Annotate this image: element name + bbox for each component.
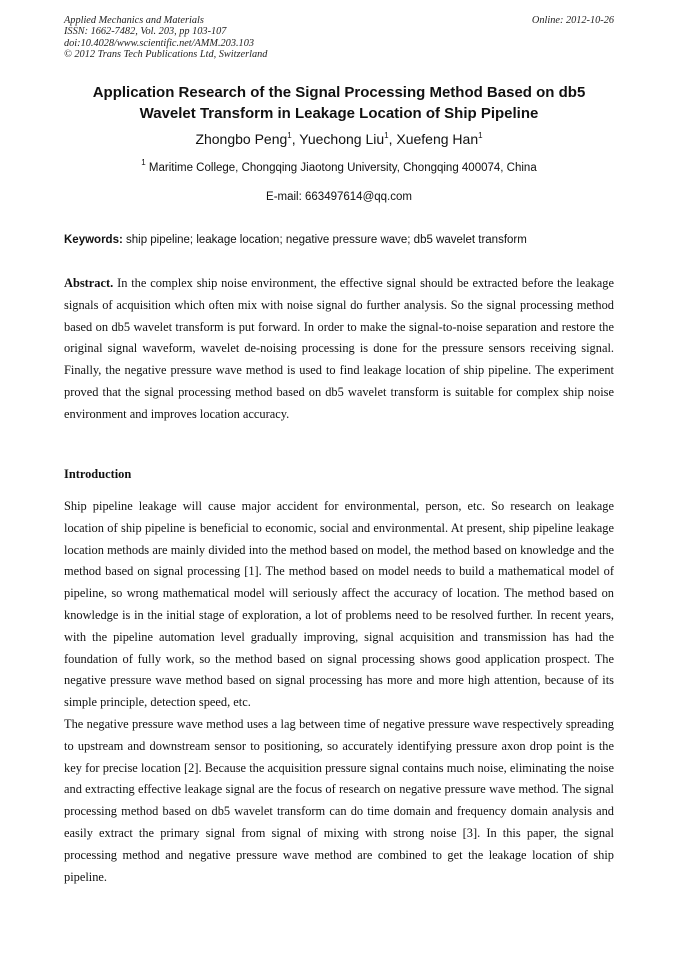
abstract-text: In the complex ship noise environment, the effective signal should be extracted before the leakage signals of acquisition which often mix with noise signal do further analysis. So the signal processing method based on db5 wavelet transform is put forward. In order to make the signal-to-noise separation and restore the original signal waveform, wavelet de-noising processing is done for the pressure sensors receiving signal. Finally, the negative pressure wave method is used to find leakage location of ship pipeline. The experiment proved that the signal processing method based on db5 wavelet transform is suitable for complex ship noise environment and improves location accuracy. bbox=[64, 276, 614, 421]
issn-line: ISSN: 1662-7482, Vol. 203, pp 103-107 bbox=[64, 26, 227, 38]
author-name: Yuechong Liu bbox=[299, 131, 385, 147]
intro-paragraph-1: Ship pipeline leakage will cause major accident for environmental, person, etc. So research on leakage location of ship pipeline is beneficial to economic, social and environmental. At present, ship pipeline leakage location methods are mainly divided into the method based on model, the method based on knowledge and the method based on signal processing [1]. The method based on model needs to build a mathematical model of pipeline, so wrong mathematical model will seriously affect the accuracy of location. The method based on knowledge is in the initial stage of exploration, a lot of problems need to be resolved further. In recent years, with the pipeline automation level gradually improving, signal acquisition and transmission has had the foundation of fully work, so the method based on signal processing shows good application prospect. The negative pressure wave method based on signal processing has more and more high attention, because of its simple principle, detection speed, etc. bbox=[64, 499, 614, 710]
keywords-label: Keywords: bbox=[64, 234, 123, 246]
keywords-text: ship pipeline; leakage location; negative pressure wave; db5 wavelet transform bbox=[126, 234, 527, 246]
author-separator: , bbox=[291, 131, 300, 147]
abstract bbox=[64, 273, 614, 426]
affiliation-mark: 1 bbox=[141, 158, 146, 167]
section-heading-introduction: Introduction bbox=[64, 467, 132, 481]
intro-paragraph-2: The negative pressure wave method uses a lag between time of negative pressure wave respectively spreading to upstream and downstream sensor to positioning, so accurately identifying pressure axon drop point is the key for precise location [2]. Because the acquisition pressure signal contains much noise, eliminating the noise and extracting effective leakage signal are the focus of research on negative pressure wave method. The signal processing method based on db5 wavelet transform can do time domain and frequency domain analysis and easily extract the primary signal from signal of mixing with strong noise [3]. In this paper, the signal processing method and negative pressure wave method are combined to get the leakage location of ship pipeline. bbox=[64, 716, 614, 884]
author-affil-mark: 1 bbox=[478, 131, 483, 140]
title-line-1: Application Research of the Signal Processing Method Based on db5 bbox=[92, 84, 586, 101]
doi-line: doi:10.4028/www.scientific.net/AMM.203.103 bbox=[64, 37, 254, 49]
paper-title bbox=[64, 82, 614, 124]
online-date: Online: 2012-10-26 bbox=[531, 15, 614, 26]
introduction-body bbox=[64, 496, 614, 888]
journal-name: Applied Mechanics and Materials bbox=[64, 15, 204, 26]
copyright-line: © 2012 Trans Tech Publications Ltd, Switzerland bbox=[64, 48, 268, 60]
author-email: E-mail: 663497614@qq.com bbox=[266, 191, 412, 203]
author-name: Zhongbo Peng bbox=[195, 131, 288, 147]
affiliation bbox=[64, 158, 614, 174]
journal-header bbox=[64, 15, 614, 60]
author-separator: , bbox=[388, 131, 397, 147]
author-affil-mark: 1 bbox=[384, 131, 389, 140]
author-affil-mark: 1 bbox=[287, 131, 292, 140]
abstract-label: Abstract. bbox=[64, 276, 114, 290]
keywords bbox=[64, 234, 614, 246]
affiliation-text: Maritime College, Chongqing Jiaotong University, Chongqing 400074, China bbox=[148, 162, 537, 174]
author-list bbox=[64, 131, 614, 147]
abstract-paragraph bbox=[64, 273, 614, 426]
title-line-2: Wavelet Transform in Leakage Location of Ship Pipeline bbox=[139, 105, 539, 122]
author-name: Xuefeng Han bbox=[396, 131, 479, 147]
